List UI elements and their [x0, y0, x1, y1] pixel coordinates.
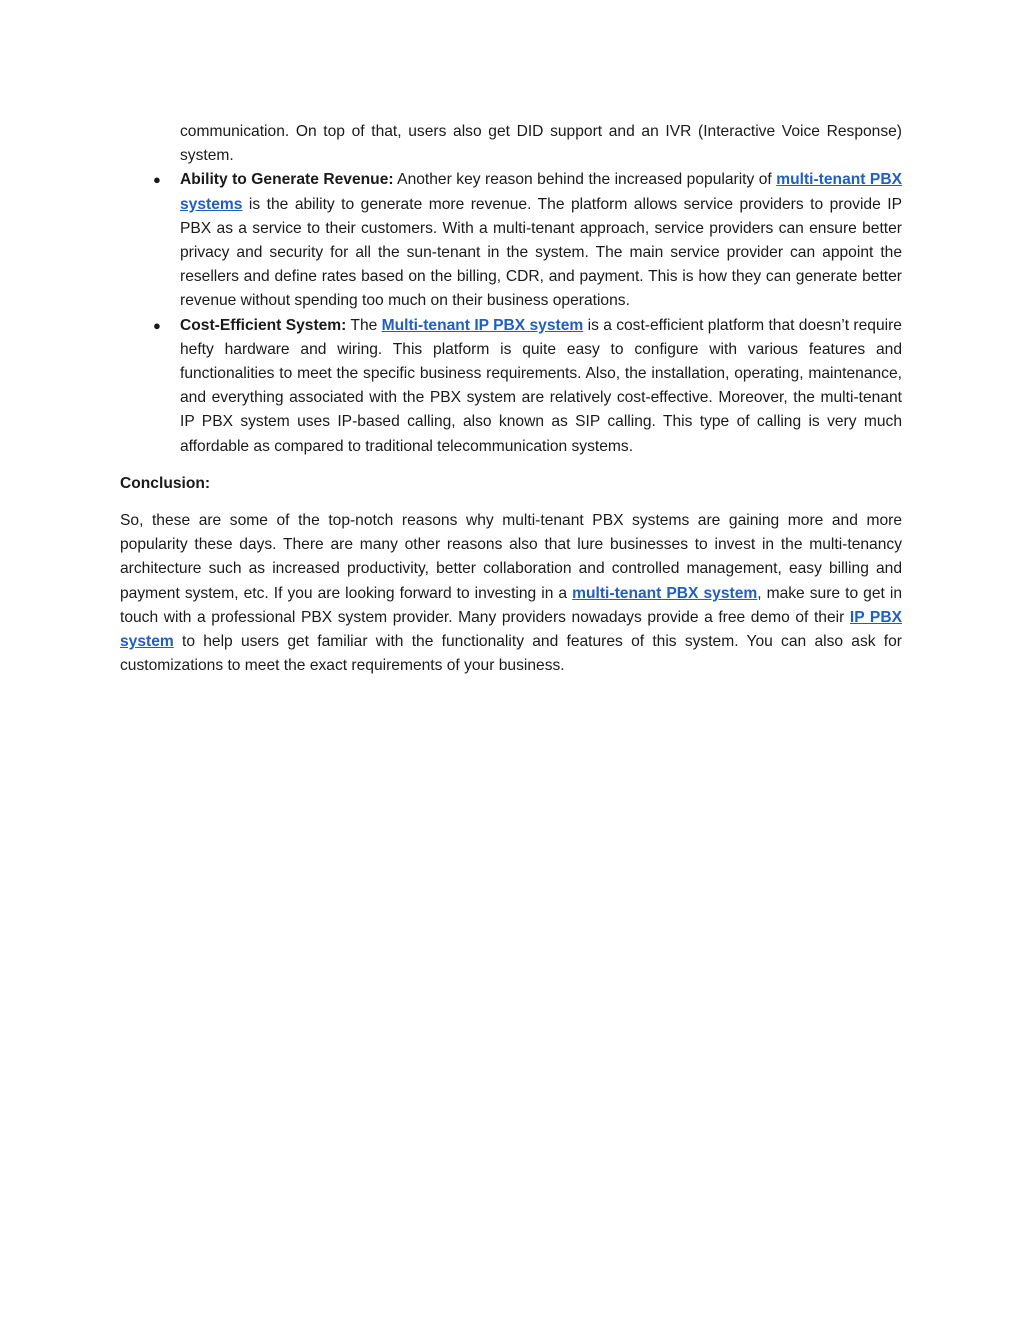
- bullet-text: is a cost-efficient platform that doesn’t require hefty hardware and wiring. This platform is quite easy to configure with various features and functionalities to meet the specific business requirements. Also, the installation, operating, maintenance, and everything associated with the PBX system are relatively cost-effective. Moreover, the multi-tenant IP PBX system uses IP-based calling, also known as SIP calling. This type of calling is very much affordable as compared to traditional telecommunication systems.: [180, 316, 902, 455]
- conclusion-heading: Conclusion:: [120, 474, 211, 492]
- conclusion-paragraph: [120, 509, 902, 678]
- paragraph-text: So, these are some of the top-notch reasons why multi-tenant PBX systems are gaining more and more popularity these days. There are many other reasons also that lure businesses to invest in the multi-tenancy architecture such as increased productivity, better collaboration and controlled management, easy billing and payment system, etc. If you are looking forward to investing in a: [120, 512, 902, 602]
- bullet-icon: ●: [153, 317, 161, 333]
- bullet-title: Ability to Generate Revenue:: [180, 171, 394, 189]
- bullet-list: [120, 120, 902, 459]
- bullet-text: The: [346, 316, 382, 334]
- bullet-title: Cost-Efficient System:: [180, 316, 347, 334]
- document-body: [120, 120, 902, 678]
- paragraph-text: to help users get familiar with the functionality and features of this system. You can also ask for customizations to meet the exact requirements of your business.: [120, 633, 902, 675]
- ip-pbx-system-link[interactable]: IP PBX system: [120, 608, 902, 651]
- multi-tenant-pbx-systems-link[interactable]: multi-tenant PBX systems: [180, 171, 902, 213]
- bullet-text: is the ability to generate more revenue. The platform allows service providers to provide IP PBX as a service to their customers. With a multi-tenant approach, service providers can ensure better privacy and security for all the sun-tenant in the system. The main service provider can appoint the resellers and define rates based on the billing, CDR, and payment. This is how they can generate better revenue without spending too much on their business operations.: [180, 195, 902, 310]
- list-item-continued: [120, 120, 902, 168]
- bullet-icon: ●: [153, 172, 161, 188]
- multi-tenant-ip-pbx-system-link[interactable]: Multi-tenant IP PBX system: [381, 316, 584, 334]
- paragraph-text: , make sure to get in touch with a professional PBX system provider. Many providers nowadays provide a free demo of their: [120, 584, 902, 626]
- list-item-cost-efficient: [120, 314, 902, 459]
- list-item-revenue: [120, 168, 902, 313]
- multi-tenant-pbx-system-link[interactable]: multi-tenant PBX system: [572, 584, 758, 602]
- bullet-text: Another key reason behind the increased popularity of: [393, 171, 777, 189]
- continued-text: communication. On top of that, users also get DID support and an IVR (Interactive Voice Response) system.: [180, 123, 902, 165]
